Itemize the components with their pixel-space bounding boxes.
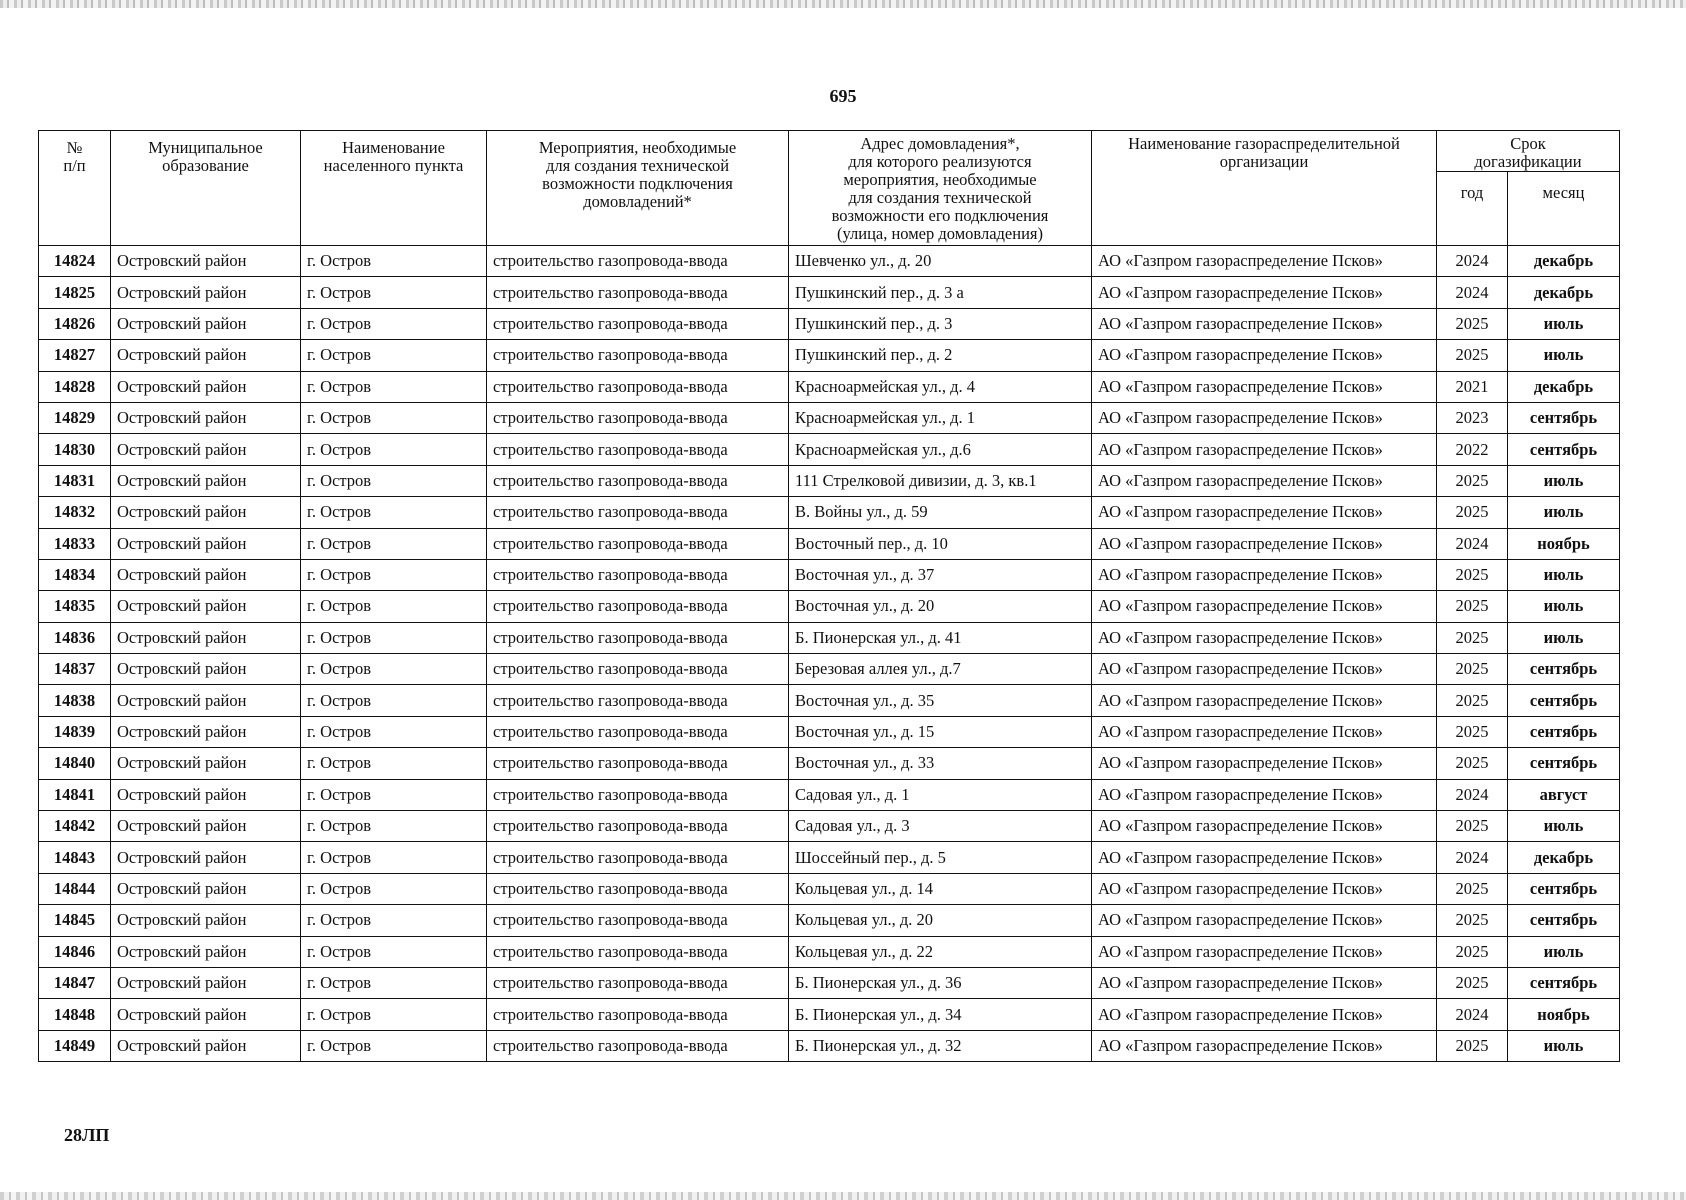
measure-cell: строительство газопровода-ввода [487,591,789,622]
header-settlement: Наименование населенного пункта [301,131,487,246]
row-number: 14833 [39,528,111,559]
measure-cell: строительство газопровода-ввода [487,1030,789,1061]
organization-cell: АО «Газпром газораспределение Псков» [1092,497,1437,528]
organization-cell: АО «Газпром газораспределение Псков» [1092,308,1437,339]
month-cell: июль [1508,1030,1620,1061]
settlement-cell: г. Остров [301,811,487,842]
header-year: год [1437,172,1508,246]
month-cell: сентябрь [1508,716,1620,747]
address-cell: Красноармейская ул., д. 1 [789,402,1092,433]
table-row [39,434,1620,465]
settlement-cell: г. Остров [301,371,487,402]
settlement-cell: г. Остров [301,497,487,528]
row-number: 14839 [39,716,111,747]
year-cell: 2025 [1437,716,1508,747]
row-number: 14830 [39,434,111,465]
year-cell: 2024 [1437,246,1508,277]
measure-cell: строительство газопровода-ввода [487,654,789,685]
address-cell: Садовая ул., д. 1 [789,779,1092,810]
organization-cell: АО «Газпром газораспределение Псков» [1092,465,1437,496]
organization-cell: АО «Газпром газораспределение Псков» [1092,654,1437,685]
year-cell: 2025 [1437,1030,1508,1061]
month-cell: июль [1508,622,1620,653]
row-number: 14849 [39,1030,111,1061]
year-cell: 2024 [1437,842,1508,873]
table-row [39,340,1620,371]
organization-cell: АО «Газпром газораспределение Псков» [1092,967,1437,998]
settlement-cell: г. Остров [301,340,487,371]
month-cell: июль [1508,591,1620,622]
measure-cell: строительство газопровода-ввода [487,246,789,277]
row-number: 14848 [39,999,111,1030]
address-cell: В. Войны ул., д. 59 [789,497,1092,528]
measure-cell: строительство газопровода-ввода [487,308,789,339]
gasification-table [38,130,1620,1062]
table-row [39,936,1620,967]
address-cell: Красноармейская ул., д. 4 [789,371,1092,402]
organization-cell: АО «Газпром газораспределение Псков» [1092,685,1437,716]
measure-cell: строительство газопровода-ввода [487,873,789,904]
address-cell: Шевченко ул., д. 20 [789,246,1092,277]
table-row [39,622,1620,653]
scan-edge-top [0,0,1686,8]
month-cell: сентябрь [1508,685,1620,716]
settlement-cell: г. Остров [301,779,487,810]
settlement-cell: г. Остров [301,402,487,433]
municipality-cell: Островский район [111,685,301,716]
municipality-cell: Островский район [111,842,301,873]
address-cell: Восточная ул., д. 20 [789,591,1092,622]
measure-cell: строительство газопровода-ввода [487,371,789,402]
table-row [39,967,1620,998]
year-cell: 2025 [1437,967,1508,998]
year-cell: 2025 [1437,873,1508,904]
settlement-cell: г. Остров [301,905,487,936]
row-number: 14826 [39,308,111,339]
year-cell: 2025 [1437,748,1508,779]
measure-cell: строительство газопровода-ввода [487,465,789,496]
table-row [39,559,1620,590]
year-cell: 2024 [1437,277,1508,308]
month-cell: декабрь [1508,842,1620,873]
table-row [39,748,1620,779]
settlement-cell: г. Остров [301,591,487,622]
table-row [39,999,1620,1030]
month-cell: сентябрь [1508,402,1620,433]
settlement-cell: г. Остров [301,716,487,747]
municipality-cell: Островский район [111,434,301,465]
organization-cell: АО «Газпром газораспределение Псков» [1092,842,1437,873]
settlement-cell: г. Остров [301,559,487,590]
table-row [39,779,1620,810]
row-number: 14824 [39,246,111,277]
year-cell: 2025 [1437,905,1508,936]
year-cell: 2024 [1437,528,1508,559]
year-cell: 2025 [1437,340,1508,371]
organization-cell: АО «Газпром газораспределение Псков» [1092,905,1437,936]
settlement-cell: г. Остров [301,936,487,967]
month-cell: декабрь [1508,371,1620,402]
address-cell: Б. Пионерская ул., д. 32 [789,1030,1092,1061]
settlement-cell: г. Остров [301,999,487,1030]
organization-cell: АО «Газпром газораспределение Псков» [1092,999,1437,1030]
header-num: № п/п [39,131,111,246]
settlement-cell: г. Остров [301,308,487,339]
organization-cell: АО «Газпром газораспределение Псков» [1092,591,1437,622]
organization-cell: АО «Газпром газораспределение Псков» [1092,277,1437,308]
address-cell: Б. Пионерская ул., д. 36 [789,967,1092,998]
municipality-cell: Островский район [111,497,301,528]
row-number: 14841 [39,779,111,810]
municipality-cell: Островский район [111,622,301,653]
municipality-cell: Островский район [111,779,301,810]
row-number: 14834 [39,559,111,590]
municipality-cell: Островский район [111,967,301,998]
settlement-cell: г. Остров [301,1030,487,1061]
address-cell: Шоссейный пер., д. 5 [789,842,1092,873]
table-row [39,654,1620,685]
settlement-cell: г. Остров [301,685,487,716]
municipality-cell: Островский район [111,1030,301,1061]
address-cell: Пушкинский пер., д. 2 [789,340,1092,371]
organization-cell: АО «Газпром газораспределение Псков» [1092,434,1437,465]
month-cell: август [1508,779,1620,810]
municipality-cell: Островский район [111,591,301,622]
organization-cell: АО «Газпром газораспределение Псков» [1092,716,1437,747]
year-cell: 2025 [1437,654,1508,685]
address-cell: Восточная ул., д. 33 [789,748,1092,779]
month-cell: ноябрь [1508,999,1620,1030]
month-cell: июль [1508,340,1620,371]
organization-cell: АО «Газпром газораспределение Псков» [1092,371,1437,402]
municipality-cell: Островский район [111,465,301,496]
settlement-cell: г. Остров [301,842,487,873]
measure-cell: строительство газопровода-ввода [487,685,789,716]
table-row [39,1030,1620,1061]
address-cell: Б. Пионерская ул., д. 41 [789,622,1092,653]
table-row [39,371,1620,402]
row-number: 14825 [39,277,111,308]
table-row [39,716,1620,747]
measure-cell: строительство газопровода-ввода [487,559,789,590]
measure-cell: строительство газопровода-ввода [487,999,789,1030]
address-cell: Садовая ул., д. 3 [789,811,1092,842]
measure-cell: строительство газопровода-ввода [487,779,789,810]
organization-cell: АО «Газпром газораспределение Псков» [1092,811,1437,842]
address-cell: Кольцевая ул., д. 22 [789,936,1092,967]
measure-cell: строительство газопровода-ввода [487,277,789,308]
row-number: 14842 [39,811,111,842]
row-number: 14832 [39,497,111,528]
year-cell: 2021 [1437,371,1508,402]
organization-cell: АО «Газпром газораспределение Псков» [1092,246,1437,277]
organization-cell: АО «Газпром газораспределение Псков» [1092,559,1437,590]
organization-cell: АО «Газпром газораспределение Псков» [1092,402,1437,433]
row-number: 14829 [39,402,111,433]
table-row [39,811,1620,842]
header-org: Наименование газораспределительной организации [1092,131,1437,246]
settlement-cell: г. Остров [301,277,487,308]
municipality-cell: Островский район [111,905,301,936]
address-cell: Пушкинский пер., д. 3 а [789,277,1092,308]
municipality-cell: Островский район [111,748,301,779]
month-cell: декабрь [1508,277,1620,308]
measure-cell: строительство газопровода-ввода [487,905,789,936]
table-row [39,308,1620,339]
settlement-cell: г. Остров [301,434,487,465]
row-number: 14838 [39,685,111,716]
row-number: 14846 [39,936,111,967]
municipality-cell: Островский район [111,716,301,747]
measure-cell: строительство газопровода-ввода [487,716,789,747]
table-row [39,402,1620,433]
measure-cell: строительство газопровода-ввода [487,811,789,842]
measure-cell: строительство газопровода-ввода [487,967,789,998]
municipality-cell: Островский район [111,246,301,277]
header-measures: Мероприятия, необходимые для создания технической возможности подключения домовладений* [487,131,789,246]
table-row [39,528,1620,559]
month-cell: декабрь [1508,246,1620,277]
address-cell: Пушкинский пер., д. 3 [789,308,1092,339]
municipality-cell: Островский район [111,999,301,1030]
month-cell: июль [1508,811,1620,842]
settlement-cell: г. Остров [301,465,487,496]
measure-cell: строительство газопровода-ввода [487,340,789,371]
year-cell: 2025 [1437,591,1508,622]
measure-cell: строительство газопровода-ввода [487,402,789,433]
month-cell: сентябрь [1508,873,1620,904]
table-row [39,465,1620,496]
header-municipality: Муниципальное образование [111,131,301,246]
footer-code: 28ЛП [64,1125,110,1145]
measure-cell: строительство газопровода-ввода [487,622,789,653]
row-number: 14840 [39,748,111,779]
year-cell: 2025 [1437,936,1508,967]
address-cell: Восточная ул., д. 37 [789,559,1092,590]
municipality-cell: Островский район [111,936,301,967]
organization-cell: АО «Газпром газораспределение Псков» [1092,748,1437,779]
row-number: 14827 [39,340,111,371]
year-cell: 2025 [1437,811,1508,842]
measure-cell: строительство газопровода-ввода [487,936,789,967]
settlement-cell: г. Остров [301,528,487,559]
table-body [39,246,1620,1062]
organization-cell: АО «Газпром газораспределение Псков» [1092,779,1437,810]
settlement-cell: г. Остров [301,622,487,653]
municipality-cell: Островский район [111,308,301,339]
measure-cell: строительство газопровода-ввода [487,434,789,465]
municipality-cell: Островский район [111,402,301,433]
row-number: 14836 [39,622,111,653]
month-cell: июль [1508,497,1620,528]
address-cell: Восточный пер., д. 10 [789,528,1092,559]
organization-cell: АО «Газпром газораспределение Псков» [1092,936,1437,967]
header-address: Адрес домовладения*, для которого реализуются мероприятия, необходимые для создания технической возможности его подключения (улица, номер домовладения) [789,131,1092,246]
year-cell: 2023 [1437,402,1508,433]
table-row [39,905,1620,936]
month-cell: сентябрь [1508,905,1620,936]
scan-edge-bottom [0,1192,1686,1200]
month-cell: ноябрь [1508,528,1620,559]
address-cell: Красноармейская ул., д.6 [789,434,1092,465]
settlement-cell: г. Остров [301,967,487,998]
address-cell: Восточная ул., д. 35 [789,685,1092,716]
row-number: 14837 [39,654,111,685]
header-month: месяц [1508,172,1620,246]
row-number: 14831 [39,465,111,496]
year-cell: 2022 [1437,434,1508,465]
municipality-cell: Островский район [111,873,301,904]
table-row [39,246,1620,277]
measure-cell: строительство газопровода-ввода [487,497,789,528]
municipality-cell: Островский район [111,528,301,559]
row-number: 14843 [39,842,111,873]
year-cell: 2025 [1437,685,1508,716]
municipality-cell: Островский район [111,371,301,402]
measure-cell: строительство газопровода-ввода [487,748,789,779]
month-cell: июль [1508,308,1620,339]
row-number: 14835 [39,591,111,622]
table-row [39,842,1620,873]
row-number: 14845 [39,905,111,936]
row-number: 14847 [39,967,111,998]
municipality-cell: Островский район [111,559,301,590]
row-number: 14828 [39,371,111,402]
month-cell: сентябрь [1508,748,1620,779]
municipality-cell: Островский район [111,277,301,308]
organization-cell: АО «Газпром газораспределение Псков» [1092,340,1437,371]
measure-cell: строительство газопровода-ввода [487,528,789,559]
year-cell: 2025 [1437,622,1508,653]
organization-cell: АО «Газпром газораспределение Псков» [1092,622,1437,653]
table-row [39,591,1620,622]
month-cell: июль [1508,465,1620,496]
row-number: 14844 [39,873,111,904]
year-cell: 2025 [1437,308,1508,339]
month-cell: сентябрь [1508,654,1620,685]
municipality-cell: Островский район [111,811,301,842]
year-cell: 2025 [1437,497,1508,528]
address-cell: Кольцевая ул., д. 20 [789,905,1092,936]
address-cell: Б. Пионерская ул., д. 34 [789,999,1092,1030]
settlement-cell: г. Остров [301,748,487,779]
month-cell: июль [1508,559,1620,590]
address-cell: Кольцевая ул., д. 14 [789,873,1092,904]
month-cell: сентябрь [1508,967,1620,998]
month-cell: сентябрь [1508,434,1620,465]
table-row [39,685,1620,716]
settlement-cell: г. Остров [301,654,487,685]
address-cell: Березовая аллея ул., д.7 [789,654,1092,685]
organization-cell: АО «Газпром газораспределение Псков» [1092,528,1437,559]
measure-cell: строительство газопровода-ввода [487,842,789,873]
year-cell: 2025 [1437,559,1508,590]
table-header [39,131,1620,246]
settlement-cell: г. Остров [301,246,487,277]
year-cell: 2024 [1437,999,1508,1030]
table-row [39,497,1620,528]
year-cell: 2025 [1437,465,1508,496]
gasification-table-wrap [38,130,1619,1062]
municipality-cell: Островский район [111,340,301,371]
month-cell: июль [1508,936,1620,967]
settlement-cell: г. Остров [301,873,487,904]
table-row [39,277,1620,308]
page-number: 695 [829,86,857,106]
organization-cell: АО «Газпром газораспределение Псков» [1092,873,1437,904]
municipality-cell: Островский район [111,654,301,685]
year-cell: 2024 [1437,779,1508,810]
organization-cell: АО «Газпром газораспределение Псков» [1092,1030,1437,1061]
header-deadline: Срок догазификации [1437,131,1620,172]
address-cell: 111 Стрелковой дивизии, д. 3, кв.1 [789,465,1092,496]
table-row [39,873,1620,904]
address-cell: Восточная ул., д. 15 [789,716,1092,747]
